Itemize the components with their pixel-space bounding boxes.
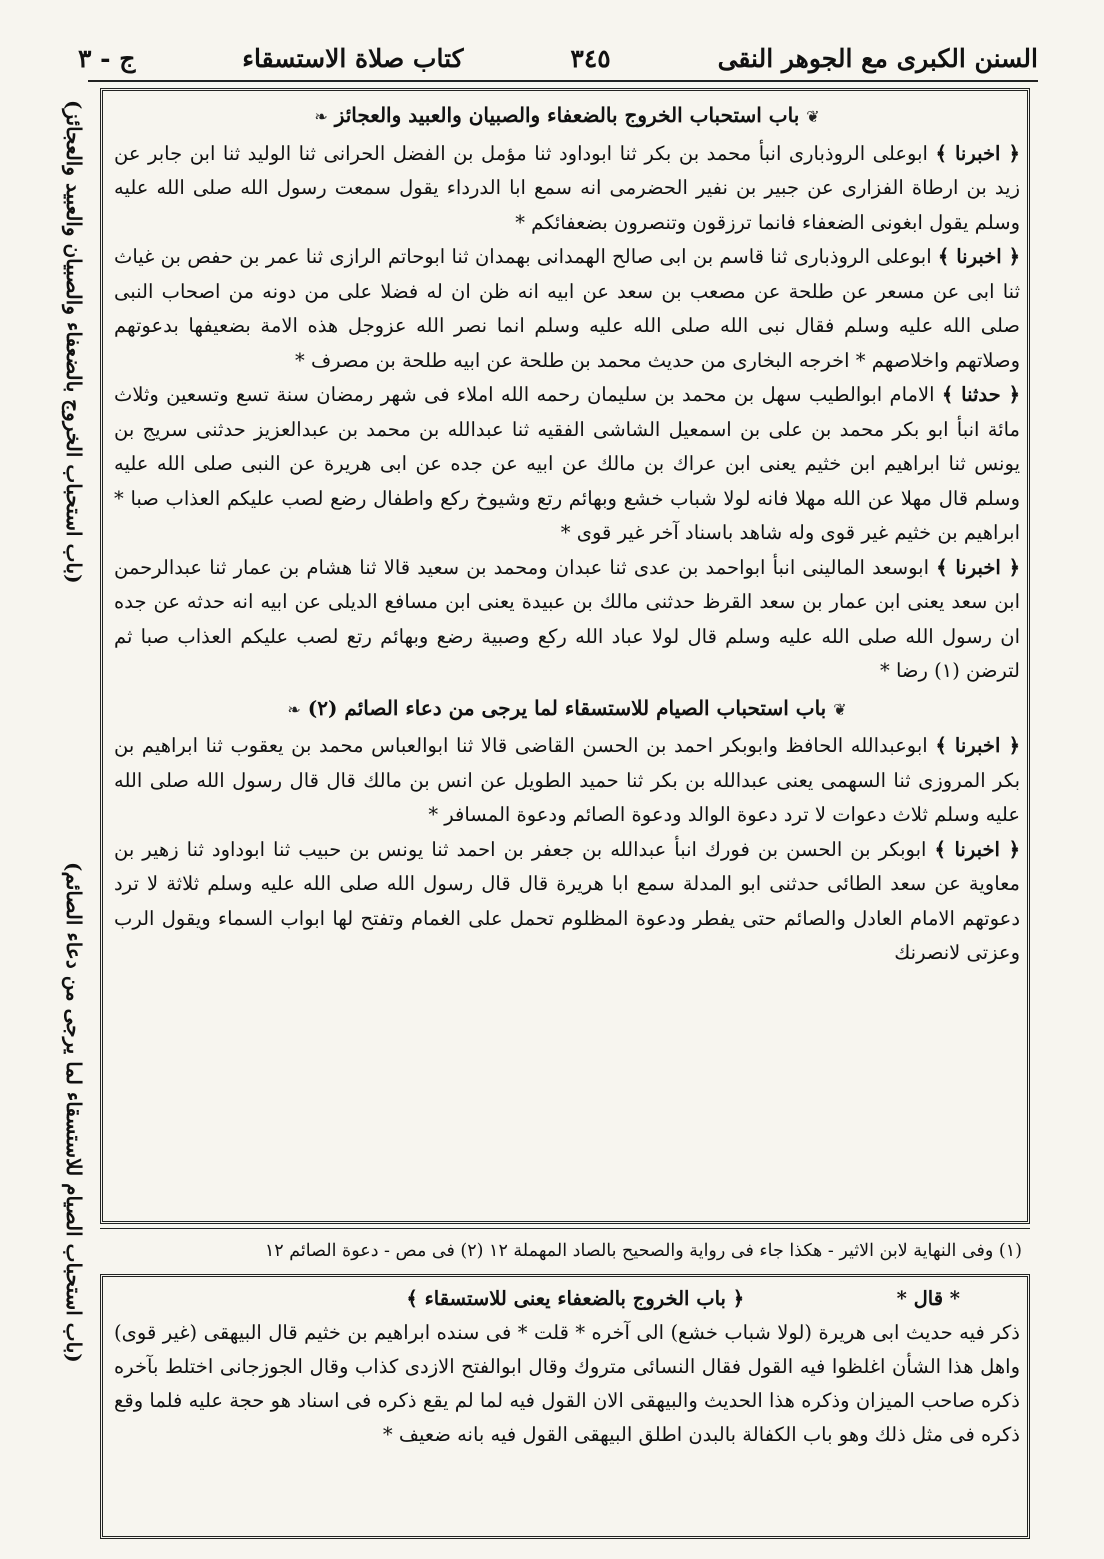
hadith-text: ابوعلى الروذبارى ثنا قاسم بن ابى صالح الهمدانى بهمدان ثنا ابوحاتم الرازى ثنا عمر بن حفص بن غياث ثنا ابى عن مسعر عن طلحة عن مصعب بن سعد عن ابيه انه ظن ان له فضلا على من دونه من اصحاب النبى صلى الله عليه وسلم فقال نبى الله صلى الله عليه وسلم انما نصر الله عزوجل هذه الامة بضعيفها بدعوتهم وصلاتهم واخلاصهم * اخرجه البخارى من حديث محمد بن طلحة عن ابيه طلحة بن مصرف * (114, 245, 1020, 372)
margin-title-upper: (باب استحباب الخروج بالضعفاء والصبيان والعبيد والعجائز) (62, 100, 86, 584)
ornament-icon: ❧ (314, 107, 328, 126)
chapter-title: كتاب صلاة الاستسقاء (242, 43, 464, 73)
ornament-icon: ❦ (833, 699, 847, 719)
main-text (114, 96, 1020, 1216)
narration-lead: ﴿ اخبرنا ﴾ (935, 734, 1020, 757)
commentary-qala: * قال * (896, 1287, 960, 1310)
footnote-rule (100, 1228, 1030, 1229)
running-header (78, 38, 1038, 78)
commentary-heading (114, 1282, 1020, 1316)
footnote: (١) وفى النهاية لابن الاثير - هكذا جاء فى رواية والصحيح بالصاد المهملة ١٢ (٢) فى مص - دعوة الصائم ١٢ (264, 1241, 1022, 1261)
volume-label: ج - ٣ (78, 43, 136, 73)
commentary (114, 1282, 1020, 1537)
hadith-text: ابوبكر بن الحسن بن فورك انبأ عبدالله بن جعفر بن احمد ثنا يونس بن حبيب ثنا ابوداود ثنا زهير بن معاوية عن سعد الطائى حدثنى ابو المدلة سمع ابا هريرة قال قال رسول الله صلى الله عليه وسلم ثلاثة لا ترد دعوتهم الامام العادل والصائم حتى يفطر ودعوة المظلوم تحمل على الغمام وتفتح لها ابواب السماء ويقول الرب وعزتى لانصرنك (114, 837, 1020, 964)
narration-lead: ﴿ اخبرنا ﴾ (937, 245, 1020, 268)
margin-title-lower: (باب استحباب الصيام للاستسقاء لما يرجى من دعاء الصائم) (62, 862, 86, 1363)
hadith-paragraph (114, 137, 1020, 241)
ornament-icon: ❧ (287, 699, 301, 719)
page-number: ٣٤٥ (570, 43, 611, 73)
hadith-paragraph (114, 833, 1020, 971)
section-heading: ❦ باب استحباب الخروج بالضعفاء والصبيان والعبيد والعجائز ❧ (314, 103, 820, 127)
narration-lead: ﴿ اخبرنا ﴾ (934, 837, 1020, 861)
hadith-paragraph (114, 378, 1020, 551)
hadith-text: ابوسعد المالينى انبأ ابواحمد بن عدى ثنا عبدان ومحمد بن سعيد قالا ثنا هشام بن عمار ثنا عبدالرحمن ابن سعد يعنى ابن عمار بن سعد القرظ حدثنى مالك بن عبيدة يعنى ابن مسافع الديلى عن ابيه انه حدثه عن جده ان رسول الله صلى الله عليه وسلم قال لولا عباد الله ركع وصبية رضع وبهائم رتع لصب عليكم العذاب صبا ثم لترضن (١) رضا * (114, 555, 1020, 682)
hadith-text: ابوعبدالله الحافظ وابوبكر احمد بن الحسن القاضى قالا ثنا ابوالعباس محمد بن يعقوب ثنا ابراهيم بن بكر المروزى ثنا السهمى يعنى عبدالله بن بكر ثنا حميد الطويل عن انس بن مالك قال قال رسول الله صلى الله عليه وسلم ثلاث دعوات لا ترد دعوة الوالد ودعوة الصائم ودعوة المسافر * (114, 734, 1020, 826)
section-heading: ❦ باب استحباب الصيام للاستسقاء لما يرجى من دعاء الصائم (٢) ❧ (287, 695, 847, 720)
narration-lead: ﴿ حدثنا ﴾ (941, 383, 1020, 406)
narration-lead: ﴿ اخبرنا ﴾ (936, 555, 1020, 579)
hadith-text: الامام ابوالطيب سهل بن محمد بن سليمان رحمه الله املاء فى شهر رمضان سنة تسع وتسعين وثلاث مائة انبأ ابو بكر محمد بن على بن اسمعيل الشاشى الفقيه ثنا عبدالله بن محمد بن عبدالعزيز حدثنى سريج بن يونس ثنا ابراهيم ابن خثيم يعنى ابن عراك بن مالك عن ابيه عن جده عن ابى هريرة عن النبى صلى الله عليه وسلم قال مهلا عن الله مهلا فانه لولا شباب خشع وبهائم رتع وشيوخ ركع واطفال رضع لصب عليكم العذاب صبا * ابراهيم بن خثيم غير قوى وله شاهد باسناد آخر غير قوى * (114, 383, 1020, 544)
hadith-paragraph (114, 551, 1020, 689)
hadith-text: ابوعلى الروذبارى انبأ محمد بن بكر ثنا ابوداود ثنا مؤمل بن الفضل الحرانى ثنا الوليد ثنا ابن جابر عن زيد بن ارطاة الفزارى عن جبير بن نفير الحضرمى انه سمع ابا الدرداء يقول سمعت رسول الله صلى الله عليه وسلم يقول ابغونى الضعفاء فانما ترزقون وتنصرون بضعفائكم * (114, 141, 1020, 234)
hadith-paragraph (114, 729, 1020, 833)
hadith-paragraph (114, 240, 1020, 378)
commentary-text: ذكر فيه حديث ابى هريرة (لولا شباب خشع) الى آخره * قلت * فى سنده ابراهيم بن خثيم قال البيهقى (غير قوى) واهل هذا الشأن اغلظوا فيه القول فقال النسائى متروك وقال ابوالفتح الازدى كذاب وقال الجوزجانى اختلط بآخره ذكره صاحب الميزان وذكره هذا الحديث والبيهقى الان القول فيه لما لم يقع ذكره فى اسناد هو حجة عليه فلما وقع ذكره فى مثل ذلك وهو باب الكفالة بالبدن اطلق البيهقى القول فيه بانه ضعيف * (114, 1321, 1020, 1446)
header-rule (88, 80, 1038, 82)
narration-lead: ﴿ اخبرنا ﴾ (935, 141, 1020, 165)
ornament-icon: ❦ (806, 107, 820, 126)
commentary-title: ﴿ باب الخروج بالضعفاء يعنى للاستسقاء ﴾ (406, 1287, 745, 1310)
book-title: السنن الكبرى مع الجوهر النقى (717, 43, 1038, 73)
